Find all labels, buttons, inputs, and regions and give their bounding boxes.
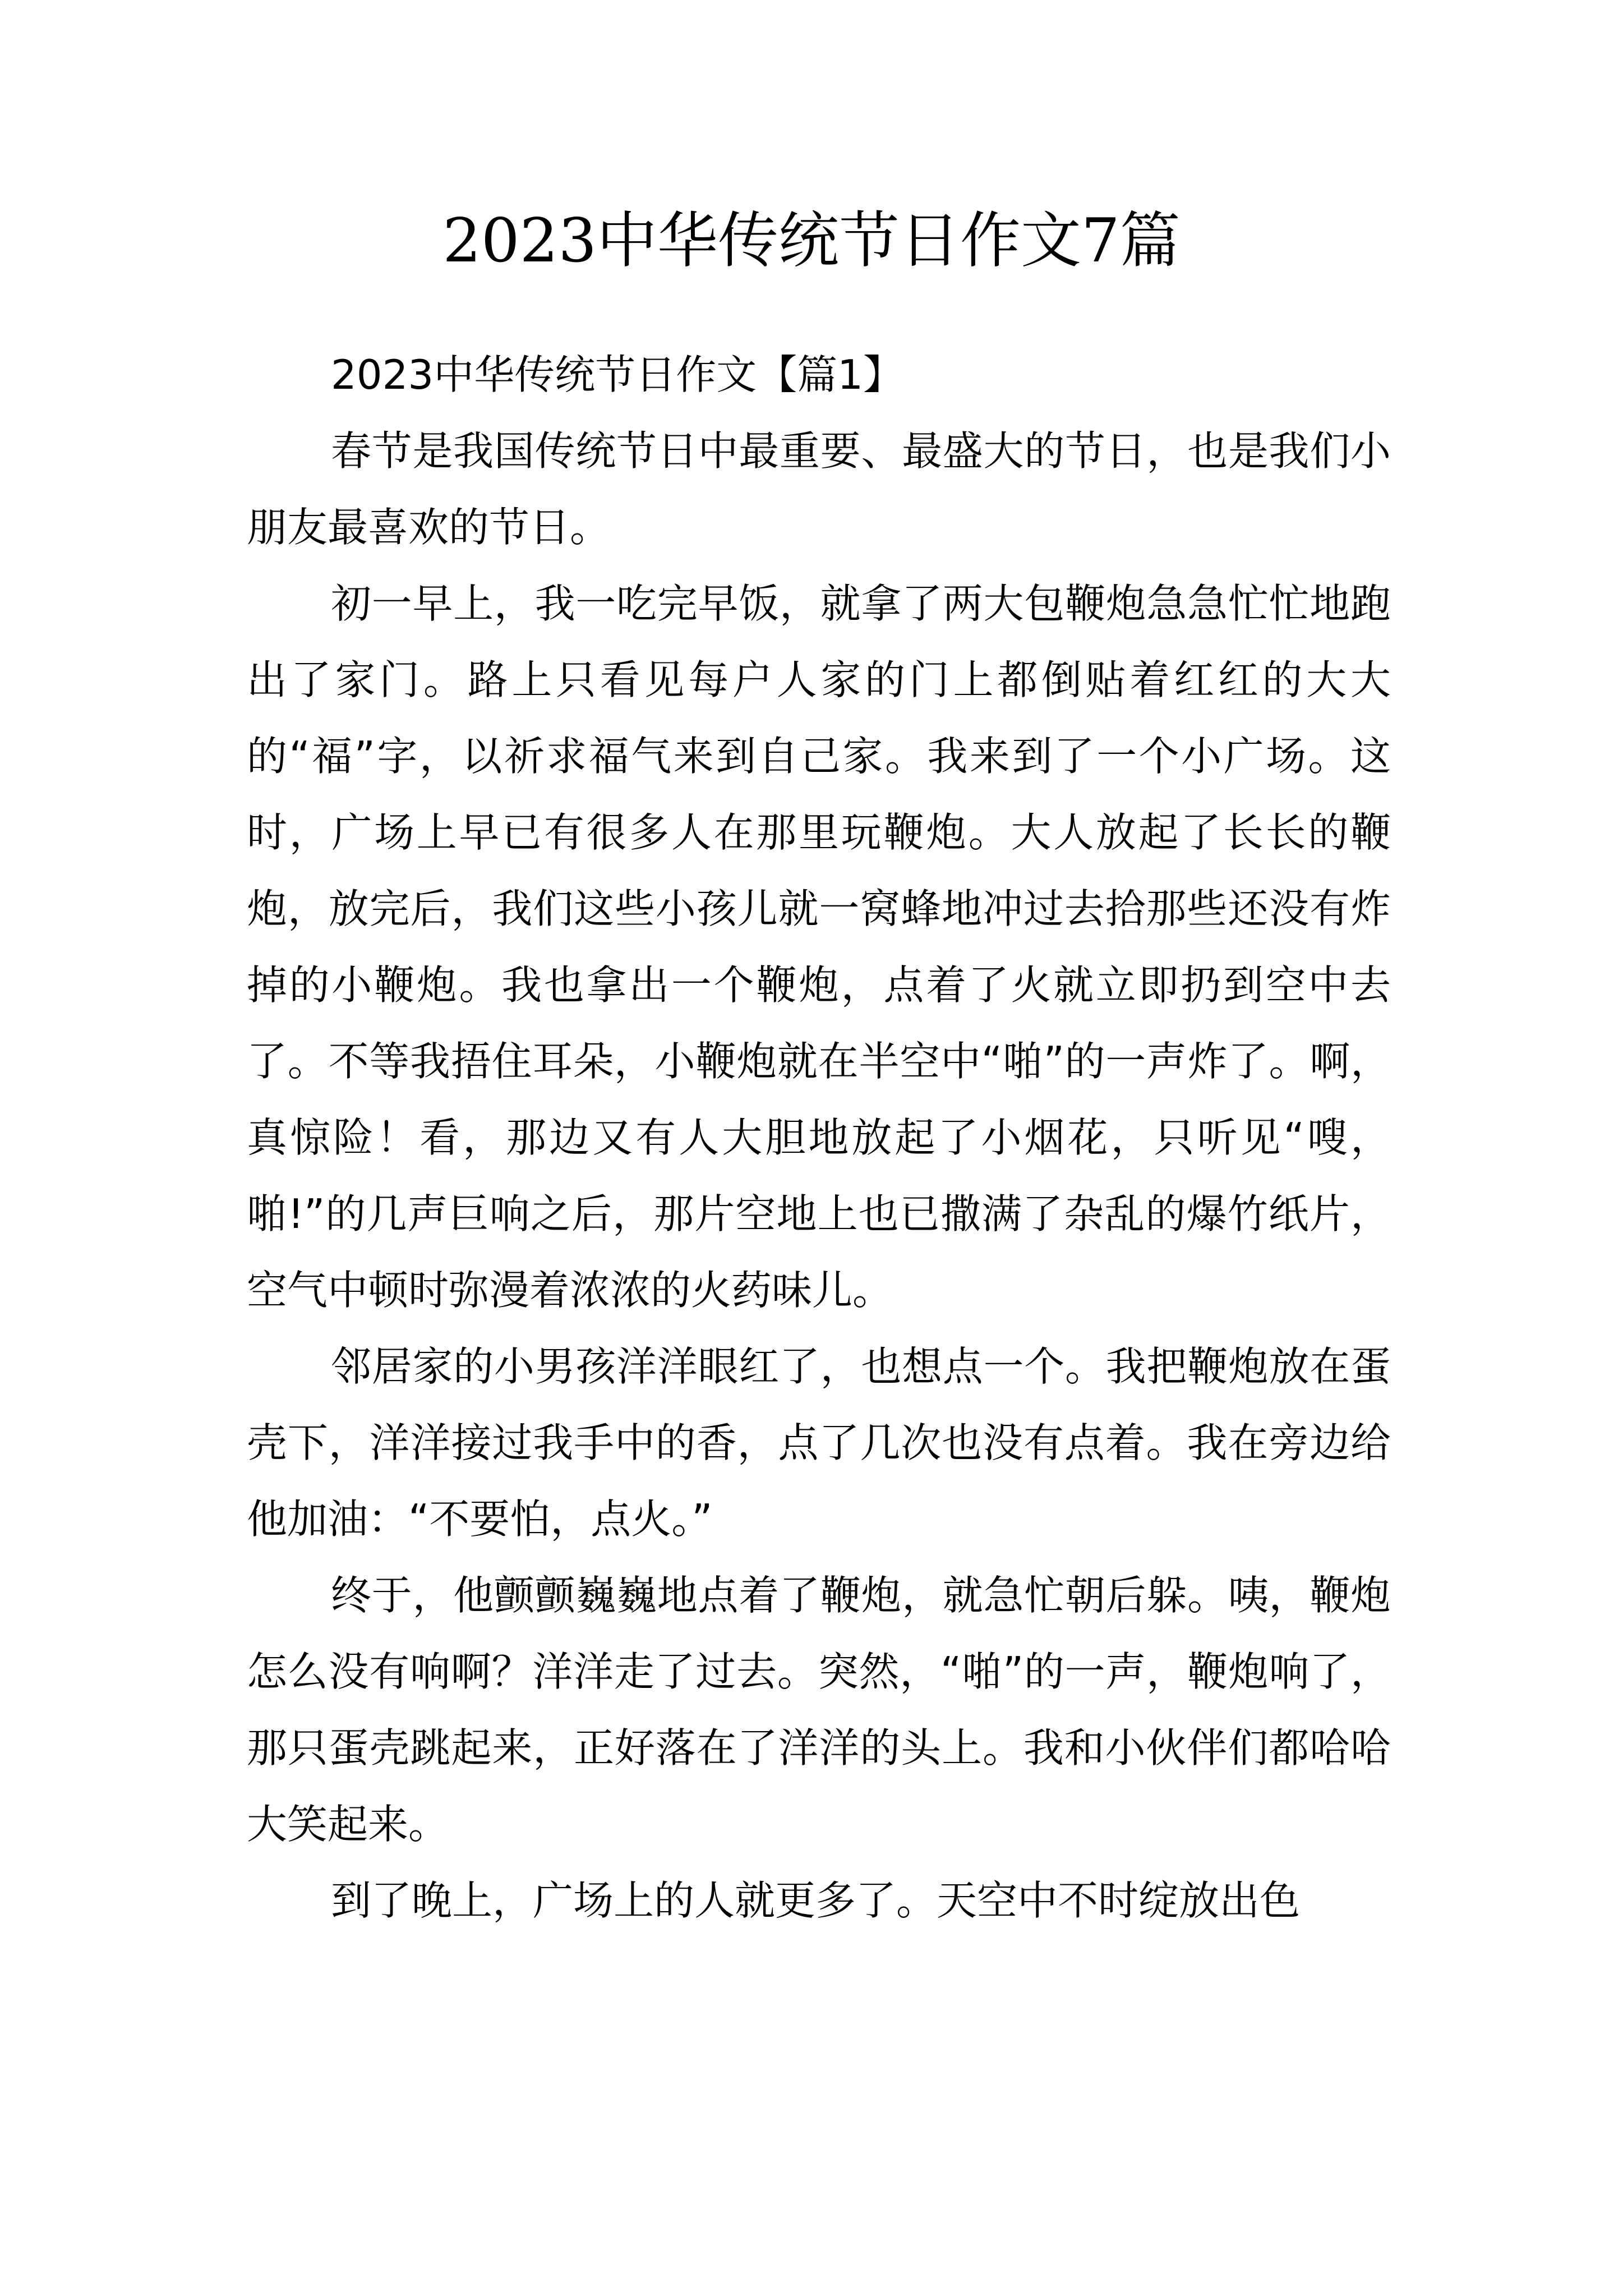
document-title: 2023中华传统节日作文7篇: [442, 206, 1181, 276]
document-body: [247, 337, 1391, 1939]
paragraph: 初一早上，我一吃完早饭，就拿了两大包鞭炮急急忙忙地跑出了家门。路上只看见每户人家的门上都倒贴着红红的大大的“福”字，以祈求福气来到自己家。我来到了一个小广场。这时，广场上早已有很多人在那里玩鞭炮。大人放起了长长的鞭炮，放完后，我们这些小孩儿就一窝蜂地冲过去拾那些还没有炸掉的小鞭炮。我也拿出一个鞭炮，点着了火就立即扔到空中去了。不等我捂住耳朵，小鞭炮就在半空中“啪”的一声炸了。啊，真惊险！看，那边又有人大胆地放起了小烟花，只听见“嗖，啪!”的几声巨响之后，那片空地上也已撒满了杂乱的爆竹纸片，空气中顿时弥漫着浓浓的火药味儿。: [247, 580, 1391, 1314]
paragraph: 终于，他颤颤巍巍地点着了鞭炮，就急忙朝后躲。咦，鞭炮怎么没有响啊？洋洋走了过去。突然，“啪”的一声，鞭炮响了，那只蛋壳跳起来，正好落在了洋洋的头上。我和小伙伴们都哈哈大笑起来。: [247, 1572, 1391, 1848]
section-heading: 2023中华传统节日作文【篇1】: [331, 351, 904, 398]
paragraph: 春节是我国传统节日中最重要、最盛大的节日，也是我们小朋友最喜欢的节日。: [247, 427, 1391, 551]
paragraph: 到了晚上，广场上的人就更多了。天空中不时绽放出色: [331, 1877, 1301, 1924]
paragraph: 邻居家的小男孩洋洋眼红了，也想点一个。我把鞭炮放在蛋壳下，洋洋接过我手中的香，点了几次也没有点着。我在旁边给他加油：“不要怕，点火。”: [247, 1343, 1391, 1543]
